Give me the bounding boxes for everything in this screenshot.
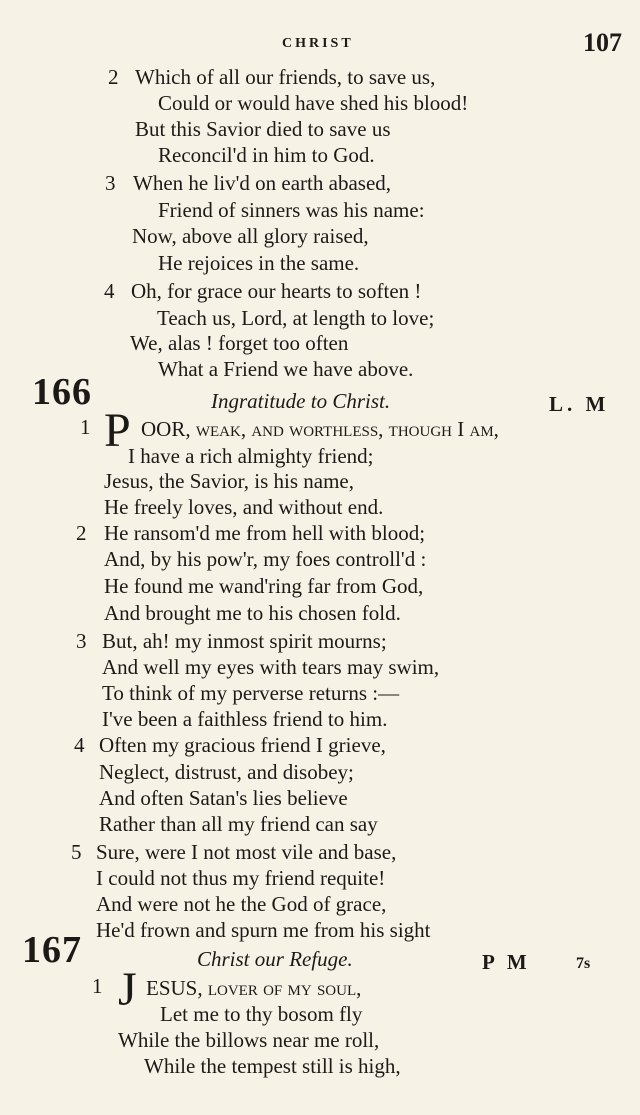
verse-line: I could not thus my friend requite! bbox=[96, 866, 386, 890]
verse-line: While the tempest still is high, bbox=[144, 1054, 401, 1078]
verse-line: Sure, were I not most vile and base, bbox=[96, 840, 397, 864]
verse-line: He found me wand'ring far from God, bbox=[104, 574, 424, 598]
running-title: CHRIST bbox=[282, 36, 354, 51]
tune-reference: 7s bbox=[576, 955, 591, 972]
verse-line: Jesus, the Savior, is his name, bbox=[104, 469, 354, 493]
verse-line: ESUS, lover of my soul, bbox=[146, 976, 362, 1000]
verse-number: 3 bbox=[105, 171, 116, 195]
verse-line: When he liv'd on earth abased, bbox=[133, 171, 392, 195]
verse-number: 4 bbox=[104, 279, 115, 303]
hymn-title: Christ our Refuge. bbox=[197, 947, 353, 971]
verse-number: 1 bbox=[92, 974, 103, 998]
verse-number: 5 bbox=[71, 840, 82, 864]
verse-line: And, by his pow'r, my foes controll'd : bbox=[104, 547, 427, 571]
drop-cap: J bbox=[118, 963, 137, 1016]
verse-line: Could or would have shed his blood! bbox=[158, 91, 469, 115]
verse-line: And well my eyes with tears may swim, bbox=[102, 655, 440, 679]
verse-line: Oh, for grace our hearts to soften ! bbox=[131, 279, 422, 303]
hymn-number: 166 bbox=[32, 371, 92, 413]
hymn-meter: P M bbox=[482, 950, 531, 974]
verse-number: 2 bbox=[76, 521, 87, 545]
verse-line: Let me to thy bosom fly bbox=[160, 1002, 363, 1026]
verse-number: 3 bbox=[76, 629, 87, 653]
verse-line: Friend of sinners was his name: bbox=[158, 198, 425, 222]
verse-line: He ransom'd me from hell with blood; bbox=[104, 521, 426, 545]
verse-line: And brought me to his chosen fold. bbox=[104, 601, 401, 625]
verse-line: Rather than all my friend can say bbox=[99, 812, 378, 836]
verse-line: Which of all our friends, to save us, bbox=[135, 65, 436, 89]
verse-number: 1 bbox=[80, 415, 91, 439]
page-number: 107 bbox=[583, 28, 622, 57]
verse-line: To think of my perverse returns :— bbox=[102, 681, 400, 705]
verse-line: But, ah! my inmost spirit mourns; bbox=[102, 629, 387, 653]
verse-line: Teach us, Lord, at length to love; bbox=[157, 306, 435, 330]
verse-number: 2 bbox=[108, 65, 119, 89]
verse-line: He'd frown and spurn me from his sight bbox=[96, 918, 431, 942]
verse-line: OOR, weak, and worthless, though I am, bbox=[141, 417, 499, 441]
hymn-meter: L. M bbox=[549, 392, 610, 416]
verse-number: 4 bbox=[74, 733, 85, 757]
verse-line: We, alas ! forget too often bbox=[130, 331, 349, 355]
verse-line: Often my gracious friend I grieve, bbox=[99, 733, 386, 757]
verse-line: While the billows near me roll, bbox=[118, 1028, 380, 1052]
verse-line: What a Friend we have above. bbox=[158, 357, 414, 381]
verse-line: He rejoices in the same. bbox=[158, 251, 360, 275]
verse-line: He freely loves, and without end. bbox=[104, 495, 384, 519]
verse-line: I have a rich almighty friend; bbox=[128, 444, 374, 468]
verse-line: And were not he the God of grace, bbox=[96, 892, 387, 916]
verse-line: Neglect, distrust, and disobey; bbox=[99, 760, 354, 784]
verse-line: And often Satan's lies believe bbox=[99, 786, 348, 810]
drop-cap: P bbox=[104, 404, 131, 457]
hymn-number: 167 bbox=[22, 929, 82, 971]
verse-line: Reconcil'd in him to God. bbox=[158, 143, 375, 167]
verse-line: But this Savior died to save us bbox=[135, 117, 391, 141]
verse-line: I've been a faithless friend to him. bbox=[102, 707, 388, 731]
verse-line: Now, above all glory raised, bbox=[132, 224, 369, 248]
hymn-title: Ingratitude to Christ. bbox=[211, 389, 391, 413]
